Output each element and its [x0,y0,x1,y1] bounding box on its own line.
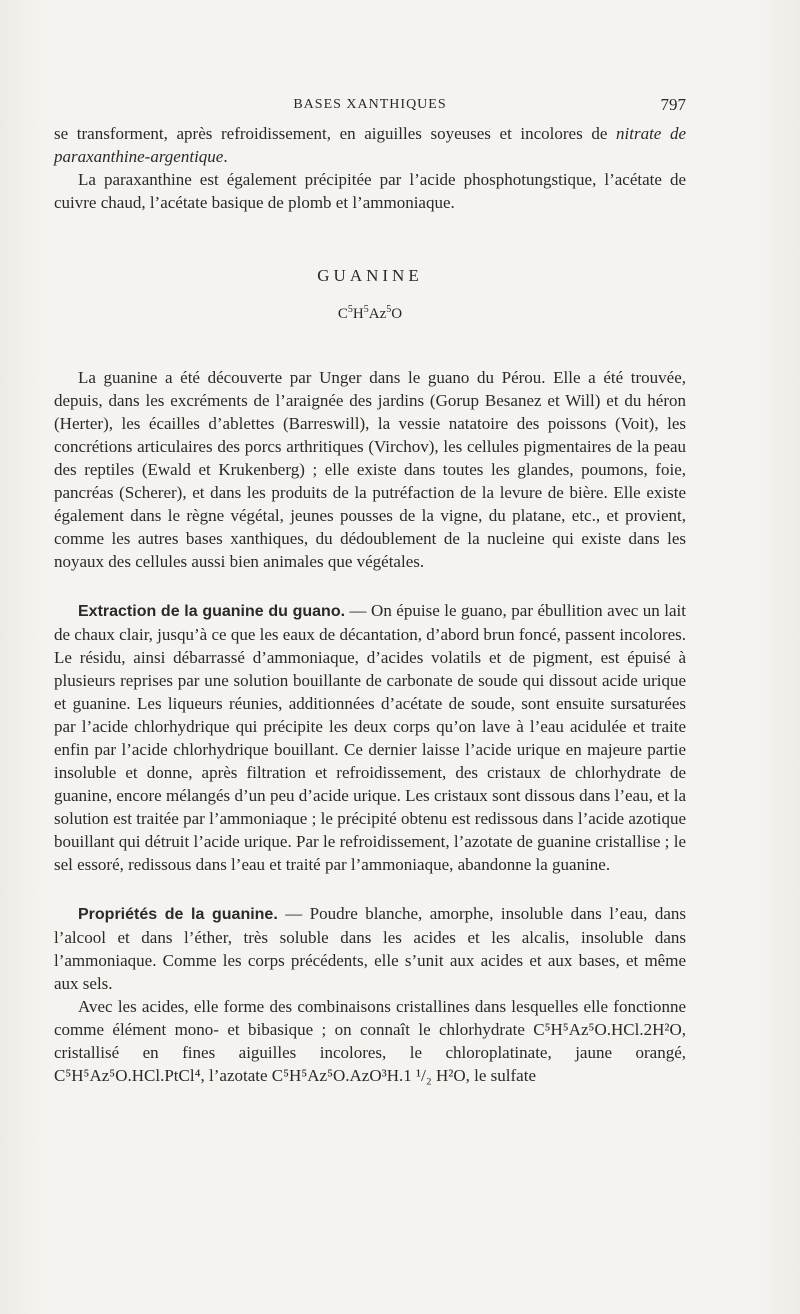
paragraph-text: , le sulfate [465,1066,536,1085]
paragraph-discovery: La guanine a été découverte par Unger dans le guano du Pérou. Elle a été trouvée, depuis, dans les excréments de l’araignée des jardins (Gorup Besanez et Will) et du héron (Herter), les écailles d’ablettes (Barreswill), la vessie natatoire des poissons (Voit), les concrétions articulaires des porcs arthritiques (Virchov), les cellules pigmentaires de la peau des reptiles (Ewald et Krukenberg) ; elle existe dans toutes les glandes, poumons, foie, pancréas (Scherer), et dans les produits de la putréfaction de la levure de bière. Elle existe également dans le règne végétal, jeunes pousses de la vigne, du platane, etc., et provient, comme les autres bases xanthiques, du dédoublement de la nucleine qui existe dans les noyaux des cellules aussi bien animales que végétales. [54,368,686,571]
paragraph-properties-text: — Poudre blanche, amorphe, insoluble dans l’eau, dans l’alcool et dans l’éther, très soluble dans les acides et les alcalis, insoluble dans l’ammoniaque. Comme les corps précédents, elle s’unit aux acides et aux bases, et même aux sels. [54,904,686,993]
formula-sup: 5 [363,304,369,315]
paragraph-continuation-text: se transforment, après refroidissement, en aiguilles soyeuses et incolores de [54,124,608,143]
formula-part: H [352,306,364,322]
page-number: 797 [660,95,686,114]
formula-chloroplatinate: C⁵H⁵Az⁵O.HCl.PtCl⁴ [54,1066,201,1085]
paragraph-properties [54,902,686,995]
paragraph-text: Avec les acides, elle forme des combinaisons cristallines dans lesquelles elle fonctionne comme élément mono- et bibasique ; on connaît le chlorhydrate [54,997,686,1039]
paragraph-extraction [54,599,686,876]
section-title: GUANINE [317,266,423,285]
running-title: BASES XANTHIQUES [293,97,447,112]
formula-sup: 5 [386,304,392,315]
chemical-formula [54,303,686,326]
formula-part: Az [368,306,387,322]
paragraph-continuation-end: . [223,147,228,166]
formula-chlorhydrate: C⁵H⁵Az⁵O.HCl.2H²O [533,1020,682,1039]
paragraph-paraxanthine-precipitation: La paraxanthine est également précipitée par l’acide phosphotungstique, l’acétate de cuivre chaud, l’acétate basique de plomb et l’ammoniaque. [54,170,686,212]
page-header [54,92,686,118]
paragraph-acid-combinations [54,995,686,1087]
page-body [54,122,686,1087]
formula-part: O [391,306,403,322]
paragraph-text: , l’azotate [200,1066,272,1085]
formula-azotate: C⁵H⁵Az⁵O.AzO³H.1 ¹/₂ H²O [271,1066,466,1085]
paragraph-heading-properties: Propriétés de la guanine. [78,906,278,923]
formula-sup: 5 [347,304,353,315]
italic-term: nitrate de paraxanthine-argentique [54,124,687,166]
formula-part: C [337,306,348,322]
paragraph-text: , cristallisé en fines aiguilles incolores, le chloroplatinate, jaune orangé, [54,1020,686,1062]
paragraph-extraction-text: — On épuise le guano, par ébullition avec un lait de chaux clair, jusqu’à ce que les eaux de décantation, d’abord brun foncé, passent incolores. Le résidu, ainsi débarrassé d’ammoniaque, d’acides volatils et de pigment, est épuisé à plusieurs reprises par une solution bouillante de carbonate de soude qui dissout acide urique et guanine. Les liqueurs réunies, additionnées d’acétate de soude, sont ensuite sursaturées par l’acide chlorhydrique qui précipite les deux corps qu’on lave à l’eau acidulée et traite enfin par l’acide chlorhydrique bouillant. Ce dernier laisse l’acide urique en majeure partie insoluble et donne, après filtration et refroidissement, des cristaux de chlorhydrate de guanine, encore mélangés d’un peu d’acide urique. Les cristaux sont dissous dans l’eau, et la solution est traitée par l’ammoniaque ; le précipité obtenu est redissous dans l’acide azotique bouillant qui détruit l’acide urique. Par le refroidissement, l’azotate de guanine cristallise ; le sel essoré, redissous dans l’eau et traité par l’ammoniaque, abandonne la guanine. [54,601,686,874]
paragraph-continuation [54,122,686,168]
paragraph-heading-extraction: Extraction de la guanine du guano. [78,603,346,620]
